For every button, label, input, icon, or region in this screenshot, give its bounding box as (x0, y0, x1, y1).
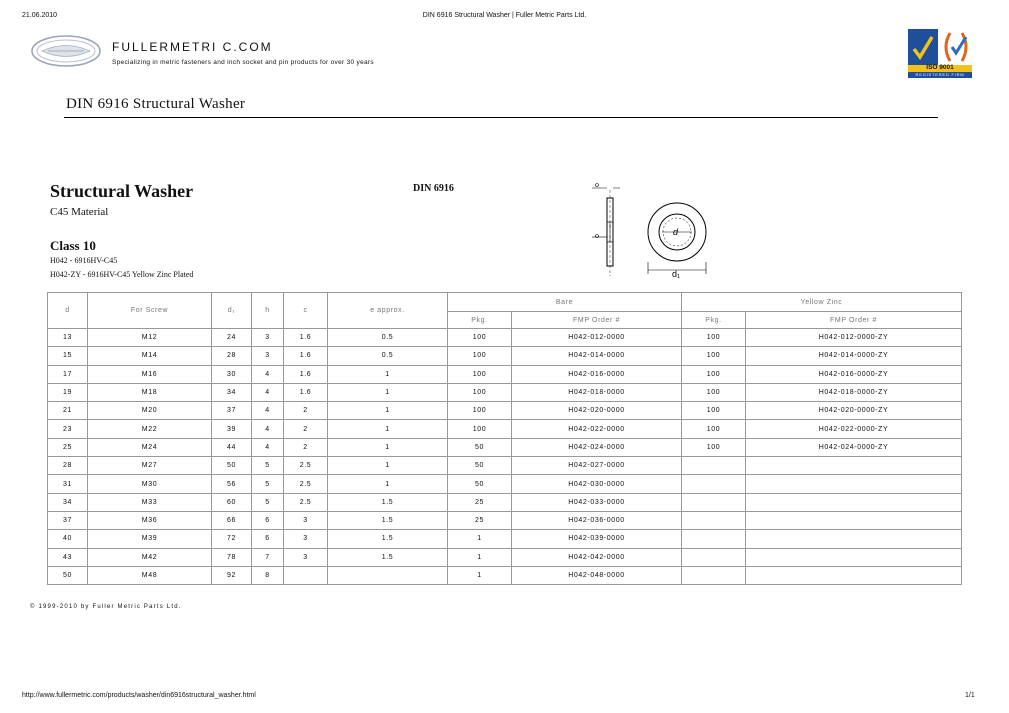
cell-bare-fmp[interactable]: H042-020-0000 (512, 402, 682, 420)
cell-zinc-fmp (746, 566, 962, 584)
cell-zinc-fmp (746, 511, 962, 529)
cell-h: 6 (252, 530, 284, 548)
cell-d1: 39 (212, 420, 252, 438)
iso-badge-subtext: REGISTERED FIRM (915, 72, 965, 77)
cell-e: 1 (328, 438, 448, 456)
cell-bare-pkg: 25 (448, 511, 512, 529)
cell-bare-pkg: 1 (448, 566, 512, 584)
cell-zinc-pkg: 100 (682, 347, 746, 365)
table-row (48, 383, 962, 401)
cell-d1: 30 (212, 365, 252, 383)
table-row (48, 475, 962, 493)
cell-e: 1 (328, 475, 448, 493)
cell-bare-fmp[interactable]: H042-033-0000 (512, 493, 682, 511)
cell-zinc-pkg (682, 530, 746, 548)
cell-c: 3 (284, 548, 328, 566)
cell-c: 1.6 (284, 347, 328, 365)
brand-name[interactable]: FULLERMETRI C.COM (112, 40, 273, 54)
washer-drawing-icon (590, 180, 715, 278)
cell-bare-pkg: 100 (448, 347, 512, 365)
heading-divider (64, 117, 938, 118)
cell-d: 13 (48, 329, 88, 347)
cell-bare-fmp[interactable]: H042-039-0000 (512, 530, 682, 548)
cell-zinc-fmp (746, 475, 962, 493)
product-code-plain: H042 - 6916HV-C45 (50, 256, 118, 265)
cell-bare-fmp[interactable]: H042-012-0000 (512, 329, 682, 347)
table-row (48, 511, 962, 529)
table-row (48, 420, 962, 438)
cell-bare-fmp[interactable]: H042-042-0000 (512, 548, 682, 566)
page-title: DIN 6916 Structural Washer (66, 96, 246, 112)
page-url[interactable]: http://www.fullermetric.com/products/washer/din6916structural_washer.html (22, 692, 256, 699)
cell-zinc-fmp[interactable]: H042-012-0000-ZY (746, 329, 962, 347)
table-row (48, 548, 962, 566)
cell-d1: 78 (212, 548, 252, 566)
cell-e: 1 (328, 457, 448, 475)
cell-bare-fmp[interactable]: H042-048-0000 (512, 566, 682, 584)
product-material: C45 Material (50, 206, 109, 218)
cell-zinc-pkg: 100 (682, 438, 746, 456)
product-title: Structural Washer (50, 181, 194, 201)
cell-bare-fmp[interactable]: H042-027-0000 (512, 457, 682, 475)
cell-h: 4 (252, 438, 284, 456)
iso-9001-badge (906, 27, 974, 79)
header-yellow-zinc: Yellow Zinc (682, 293, 962, 312)
cell-d: 25 (48, 438, 88, 456)
cell-d: 31 (48, 475, 88, 493)
cell-zinc-fmp[interactable]: H042-018-0000-ZY (746, 383, 962, 401)
cell-d1: 56 (212, 475, 252, 493)
cell-h: 4 (252, 402, 284, 420)
cell-d: 17 (48, 365, 88, 383)
cell-bare-fmp[interactable]: H042-018-0000 (512, 383, 682, 401)
cell-c: 2 (284, 402, 328, 420)
cell-zinc-pkg: 100 (682, 402, 746, 420)
fuller-oval-logo-icon (30, 34, 102, 68)
cell-h: 5 (252, 493, 284, 511)
cell-zinc-fmp[interactable]: H042-014-0000-ZY (746, 347, 962, 365)
table-row (48, 365, 962, 383)
table-row (48, 438, 962, 456)
cell-for-screw: M24 (88, 438, 212, 456)
cell-h: 7 (252, 548, 284, 566)
header-bare: Bare (448, 293, 682, 312)
header-for-screw: For Screw (88, 293, 212, 329)
cell-bare-fmp[interactable]: H042-036-0000 (512, 511, 682, 529)
cell-for-screw: M33 (88, 493, 212, 511)
cell-for-screw: M16 (88, 365, 212, 383)
cell-bare-pkg: 100 (448, 420, 512, 438)
cell-bare-pkg: 50 (448, 438, 512, 456)
table-row (48, 347, 962, 365)
cell-d: 21 (48, 402, 88, 420)
cell-bare-pkg: 25 (448, 493, 512, 511)
cell-h: 4 (252, 383, 284, 401)
cell-d: 34 (48, 493, 88, 511)
cell-c: 3 (284, 511, 328, 529)
cell-e: 1 (328, 383, 448, 401)
cell-e: 0.5 (328, 347, 448, 365)
page-number: 1/1 (965, 692, 975, 699)
table-row (48, 329, 962, 347)
drawing-label-d1: d₁ (672, 269, 681, 278)
cell-bare-pkg: 50 (448, 457, 512, 475)
cell-h: 3 (252, 329, 284, 347)
cell-h: 3 (252, 347, 284, 365)
print-date: 21.06.2010 (22, 12, 58, 19)
cell-d1: 92 (212, 566, 252, 584)
cell-zinc-fmp[interactable]: H042-020-0000-ZY (746, 402, 962, 420)
cell-d: 37 (48, 511, 88, 529)
drawing-label-d: d (673, 227, 679, 237)
header-d: d (48, 293, 88, 329)
cell-bare-pkg: 100 (448, 402, 512, 420)
spec-table-body (48, 329, 962, 585)
table-row (48, 457, 962, 475)
cell-for-screw: M20 (88, 402, 212, 420)
cell-for-screw: M14 (88, 347, 212, 365)
cell-zinc-fmp (746, 457, 962, 475)
table-row (48, 530, 962, 548)
header-zinc-fmp: FMP Order # (746, 312, 962, 329)
cell-bare-pkg: 100 (448, 329, 512, 347)
cell-d: 28 (48, 457, 88, 475)
cell-c: 3 (284, 530, 328, 548)
cell-d: 15 (48, 347, 88, 365)
cell-bare-fmp[interactable]: H042-014-0000 (512, 347, 682, 365)
header-zinc-pkg: Pkg. (682, 312, 746, 329)
iso-badge-text: ISO 9001 (926, 64, 954, 71)
header-d1: d₁ (212, 293, 252, 329)
cell-bare-fmp[interactable]: H042-030-0000 (512, 475, 682, 493)
cell-bare-pkg: 1 (448, 548, 512, 566)
cell-for-screw: M18 (88, 383, 212, 401)
cell-bare-fmp[interactable]: H042-022-0000 (512, 420, 682, 438)
cell-zinc-fmp (746, 548, 962, 566)
cell-d1: 28 (212, 347, 252, 365)
cell-e: 1.5 (328, 511, 448, 529)
cell-zinc-fmp[interactable]: H042-024-0000-ZY (746, 438, 962, 456)
cell-for-screw: M48 (88, 566, 212, 584)
cell-zinc-pkg (682, 548, 746, 566)
cell-d: 40 (48, 530, 88, 548)
cell-for-screw: M36 (88, 511, 212, 529)
cell-d: 23 (48, 420, 88, 438)
cell-e: 0.5 (328, 329, 448, 347)
cell-d1: 24 (212, 329, 252, 347)
cell-zinc-fmp[interactable]: H042-016-0000-ZY (746, 365, 962, 383)
cell-zinc-fmp (746, 493, 962, 511)
cell-e: 1.5 (328, 548, 448, 566)
cell-d1: 60 (212, 493, 252, 511)
cell-zinc-pkg: 100 (682, 383, 746, 401)
cell-zinc-pkg: 100 (682, 420, 746, 438)
product-code-zinc: H042-ZY - 6916HV-C45 Yellow Zinc Plated (50, 270, 194, 279)
cell-c: 2 (284, 420, 328, 438)
cell-zinc-pkg: 100 (682, 365, 746, 383)
cell-h: 5 (252, 475, 284, 493)
cell-for-screw: M39 (88, 530, 212, 548)
cell-zinc-pkg: 100 (682, 329, 746, 347)
cell-zinc-pkg (682, 493, 746, 511)
cell-d: 50 (48, 566, 88, 584)
cell-for-screw: M27 (88, 457, 212, 475)
cell-c: 1.6 (284, 383, 328, 401)
cell-h: 4 (252, 420, 284, 438)
cell-for-screw: M30 (88, 475, 212, 493)
cell-h: 5 (252, 457, 284, 475)
table-row (48, 566, 962, 584)
cell-bare-fmp[interactable]: H042-016-0000 (512, 365, 682, 383)
header-e: e approx. (328, 293, 448, 329)
cell-zinc-pkg (682, 511, 746, 529)
cell-c: 2.5 (284, 457, 328, 475)
cell-e: 1.5 (328, 493, 448, 511)
print-header (22, 12, 987, 22)
cell-d: 19 (48, 383, 88, 401)
cell-e: 1 (328, 365, 448, 383)
cell-zinc-pkg (682, 566, 746, 584)
cell-d1: 66 (212, 511, 252, 529)
print-title: DIN 6916 Structural Washer | Fuller Metric Parts Ltd. (422, 12, 587, 19)
product-class: Class 10 (50, 238, 96, 253)
cell-d1: 34 (212, 383, 252, 401)
header-bare-fmp: FMP Order # (512, 312, 682, 329)
cell-zinc-pkg (682, 457, 746, 475)
brand-tagline: Specializing in metric fasteners and inch socket and pin products for over 30 years (112, 59, 374, 66)
header-c: c (284, 293, 328, 329)
cell-h: 4 (252, 365, 284, 383)
product-standard: DIN 6916 (413, 183, 454, 194)
cell-for-screw: M22 (88, 420, 212, 438)
cell-zinc-pkg (682, 475, 746, 493)
cell-e: 1.5 (328, 530, 448, 548)
cell-d1: 72 (212, 530, 252, 548)
table-row (48, 402, 962, 420)
copyright: © 1999-2010 by Fuller Metric Parts Ltd. (30, 604, 182, 610)
cell-d: 43 (48, 548, 88, 566)
cell-h: 6 (252, 511, 284, 529)
cell-e: 1 (328, 402, 448, 420)
spec-table (47, 292, 962, 585)
cell-bare-pkg: 1 (448, 530, 512, 548)
cell-d1: 37 (212, 402, 252, 420)
cell-c: 1.6 (284, 365, 328, 383)
cell-d1: 50 (212, 457, 252, 475)
cell-bare-pkg: 100 (448, 365, 512, 383)
washer-drawing (590, 180, 715, 278)
cell-e (328, 566, 448, 584)
fuller-logo[interactable] (30, 34, 102, 68)
cell-e: 1 (328, 420, 448, 438)
cell-bare-pkg: 100 (448, 383, 512, 401)
cell-c: 2.5 (284, 475, 328, 493)
cell-c: 2.5 (284, 493, 328, 511)
table-row (48, 493, 962, 511)
cell-zinc-fmp (746, 530, 962, 548)
cell-for-screw: M12 (88, 329, 212, 347)
cell-bare-fmp[interactable]: H042-024-0000 (512, 438, 682, 456)
cell-for-screw: M42 (88, 548, 212, 566)
cell-c (284, 566, 328, 584)
header-h: h (252, 293, 284, 329)
cell-bare-pkg: 50 (448, 475, 512, 493)
cell-c: 1.6 (284, 329, 328, 347)
header-bare-pkg: Pkg. (448, 312, 512, 329)
cell-c: 2 (284, 438, 328, 456)
cell-d1: 44 (212, 438, 252, 456)
cell-h: 8 (252, 566, 284, 584)
cell-zinc-fmp[interactable]: H042-022-0000-ZY (746, 420, 962, 438)
